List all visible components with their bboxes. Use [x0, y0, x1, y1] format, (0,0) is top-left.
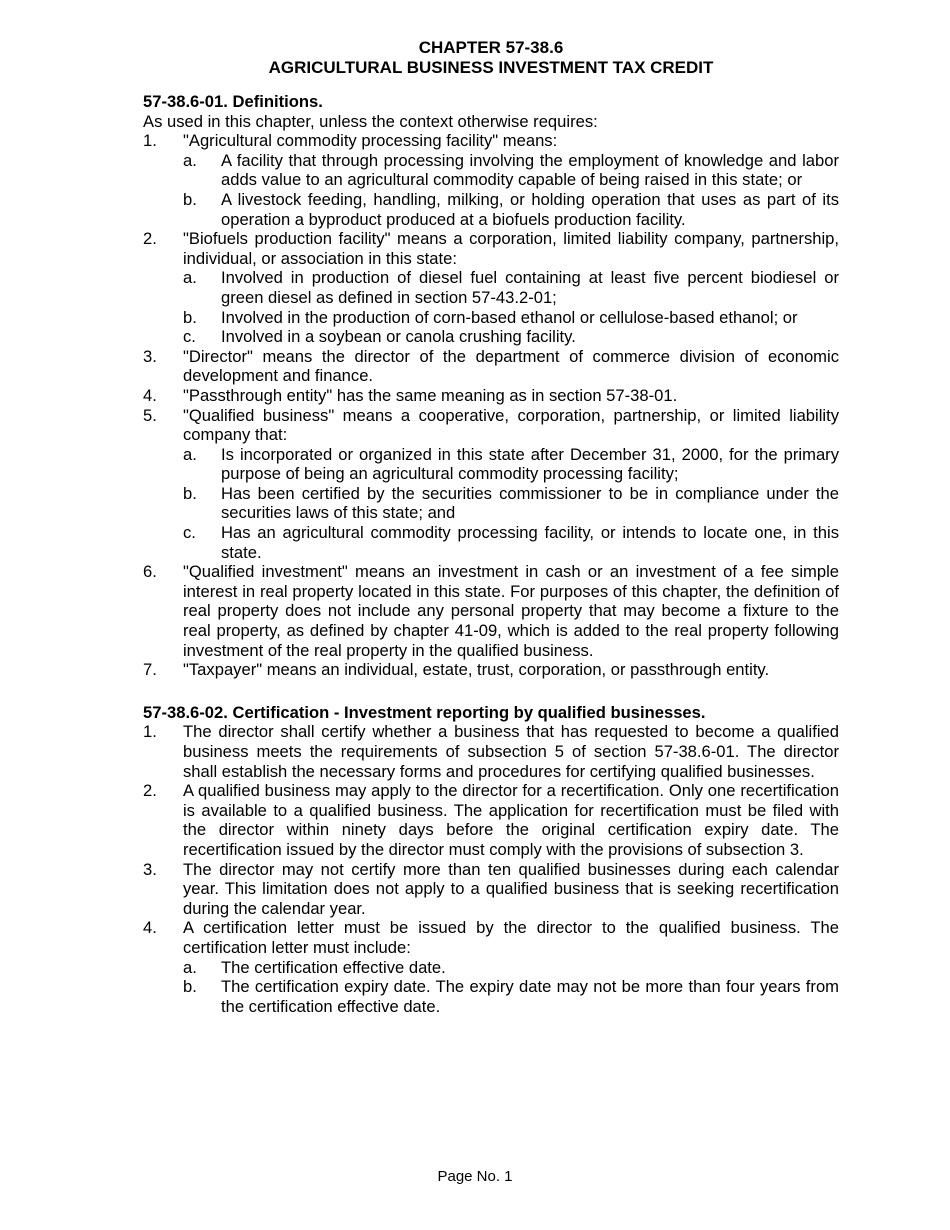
- sub-item-text: A livestock feeding, handling, milking, or holding operation that uses as part of its operation a byproduct produced at a biofuels production facility.: [221, 189, 839, 229]
- sub-item-text: Is incorporated or organized in this state after December 31, 2000, for the primary purpose of being an agricultural commodity processing facility;: [221, 444, 839, 484]
- item-text: "Qualified investment" means an investment in cash or an investment of a fee simple interest in real property located in this state. For purposes of this chapter, the definition of real property does not include any personal property that may become a fixture to the real property, as defined by chapter 41-09, which is added to the real property following investment of the real property in the qualified business.: [183, 562, 839, 660]
- sub-item-text: Has been certified by the securities commissioner to be in compliance under the securities laws of this state; and: [221, 483, 839, 523]
- sub-item: [183, 977, 839, 1016]
- list-item: [143, 131, 839, 229]
- item-body: [183, 918, 839, 1016]
- item-number: 5.: [143, 405, 157, 425]
- sub-item-letter: b.: [183, 483, 197, 503]
- item-body: [183, 347, 839, 386]
- sub-item-text: The certification effective date.: [221, 957, 446, 977]
- sub-item-text: Has an agricultural commodity processing facility, or intends to locate one, in this state.: [221, 523, 839, 562]
- item-text: "Qualified business" means a cooperative, corporation, partnership, or limited liability company that:: [183, 405, 839, 445]
- item-number: 2.: [143, 229, 157, 249]
- sub-item: [183, 190, 839, 229]
- chapter-title: CHAPTER 57-38.6: [418, 38, 564, 57]
- item-body: [183, 131, 839, 229]
- definitions-list: [143, 131, 839, 680]
- item-number: 1.: [143, 722, 157, 742]
- sub-item-text: Involved in production of diesel fuel containing at least five percent biodiesel or green diesel as defined in section 57-43.2-01;: [221, 268, 839, 307]
- sub-item-letter: b.: [183, 307, 197, 327]
- item-text: "Director" means the director of the department of commerce division of economic development and finance.: [183, 346, 839, 386]
- item-body: [183, 722, 839, 781]
- item-body: [183, 781, 839, 859]
- sub-item-letter: b.: [183, 189, 197, 209]
- item-text: "Passthrough entity" has the same meaning as in section 57-38-01.: [183, 385, 678, 405]
- item-number: 4.: [143, 918, 157, 938]
- sub-item-text: Involved in a soybean or canola crushing facility.: [221, 327, 576, 347]
- item-text: "Taxpayer" means an individual, estate, trust, corporation, or passthrough entity.: [183, 660, 770, 680]
- sub-item: [183, 523, 839, 562]
- sub-item: [183, 958, 839, 978]
- item-number: 3.: [143, 346, 157, 366]
- list-item: [143, 660, 839, 680]
- list-item: [143, 781, 839, 859]
- item-text: The director may not certify more than ten qualified businesses during each calendar year. This limitation does not apply to a qualified business that is seeking recertification during the calendar year.: [183, 859, 839, 918]
- list-item: [143, 860, 839, 919]
- sub-item: [183, 308, 839, 328]
- item-text: "Biofuels production facility" means a corporation, limited liability company, partnership, individual, or association in this state:: [183, 229, 839, 268]
- list-item: [143, 918, 839, 1016]
- item-number: 2.: [143, 781, 157, 801]
- certification-list: [143, 722, 839, 1016]
- list-item: [143, 229, 839, 347]
- item-text: The director shall certify whether a business that has requested to become a qualified business meets the requirements of subsection 5 of section 57-38.6-01. The director shall establish the necessary forms and procedures for certifying qualified businesses.: [183, 722, 839, 781]
- page-number: Page No. 1: [437, 1168, 513, 1185]
- section-definitions: [143, 92, 839, 680]
- item-body: [183, 562, 839, 660]
- section-heading: 57-38.6-02. Certification - Investment reporting by qualified businesses.: [143, 702, 706, 722]
- item-number: 1.: [143, 131, 157, 151]
- sub-item-text: The certification expiry date. The expiry date may not be more than four years from the certification effective date.: [221, 977, 839, 1016]
- item-body: [183, 660, 839, 680]
- item-body: [183, 229, 839, 347]
- item-number: 4.: [143, 385, 157, 405]
- item-body: [183, 860, 839, 919]
- section-certification: [143, 703, 839, 1017]
- item-body: [183, 406, 839, 563]
- document-page: [143, 38, 839, 1016]
- chapter-header: [143, 38, 839, 78]
- chapter-subtitle: AGRICULTURAL BUSINESS INVESTMENT TAX CREDIT: [268, 58, 714, 77]
- item-number: 7.: [143, 660, 157, 680]
- list-item: [143, 562, 839, 660]
- sub-item: [183, 327, 839, 347]
- section-intro: As used in this chapter, unless the context otherwise requires:: [143, 111, 598, 131]
- sub-item-letter: a.: [183, 150, 197, 170]
- item-text: "Agricultural commodity processing facility" means:: [183, 131, 558, 151]
- sub-item-letter: b.: [183, 977, 197, 997]
- sub-item-letter: a.: [183, 444, 197, 464]
- sub-item: [183, 268, 839, 307]
- sub-item-letter: c.: [183, 327, 196, 347]
- list-item: [143, 722, 839, 781]
- sub-item: [183, 484, 839, 523]
- sub-item-text: Involved in the production of corn-based ethanol or cellulose-based ethanol; or: [221, 307, 798, 327]
- sub-item: [183, 151, 839, 190]
- list-item: [143, 386, 839, 406]
- sub-item-letter: c.: [183, 523, 196, 543]
- sub-item-letter: a.: [183, 957, 197, 977]
- section-heading: 57-38.6-01. Definitions.: [143, 92, 323, 111]
- sub-item: [183, 445, 839, 484]
- item-text: A certification letter must be issued by the director to the qualified business. The certification letter must include:: [183, 918, 839, 957]
- item-body: [183, 386, 839, 406]
- item-number: 3.: [143, 859, 157, 879]
- item-text: A qualified business may apply to the director for a recertification. Only one recertification is available to a qualified business. The application for recertification must be filed with the director within ninety days before the original certification expiry date. The recertification issued by the director must comply with the provisions of subsection 3.: [183, 781, 839, 859]
- sub-item-letter: a.: [183, 268, 197, 288]
- list-item: [143, 406, 839, 563]
- list-item: [143, 347, 839, 386]
- sub-item-text: A facility that through processing involving the employment of knowledge and labor adds value to an agricultural commodity capable of being raised in this state; or: [221, 150, 839, 190]
- item-number: 6.: [143, 562, 157, 582]
